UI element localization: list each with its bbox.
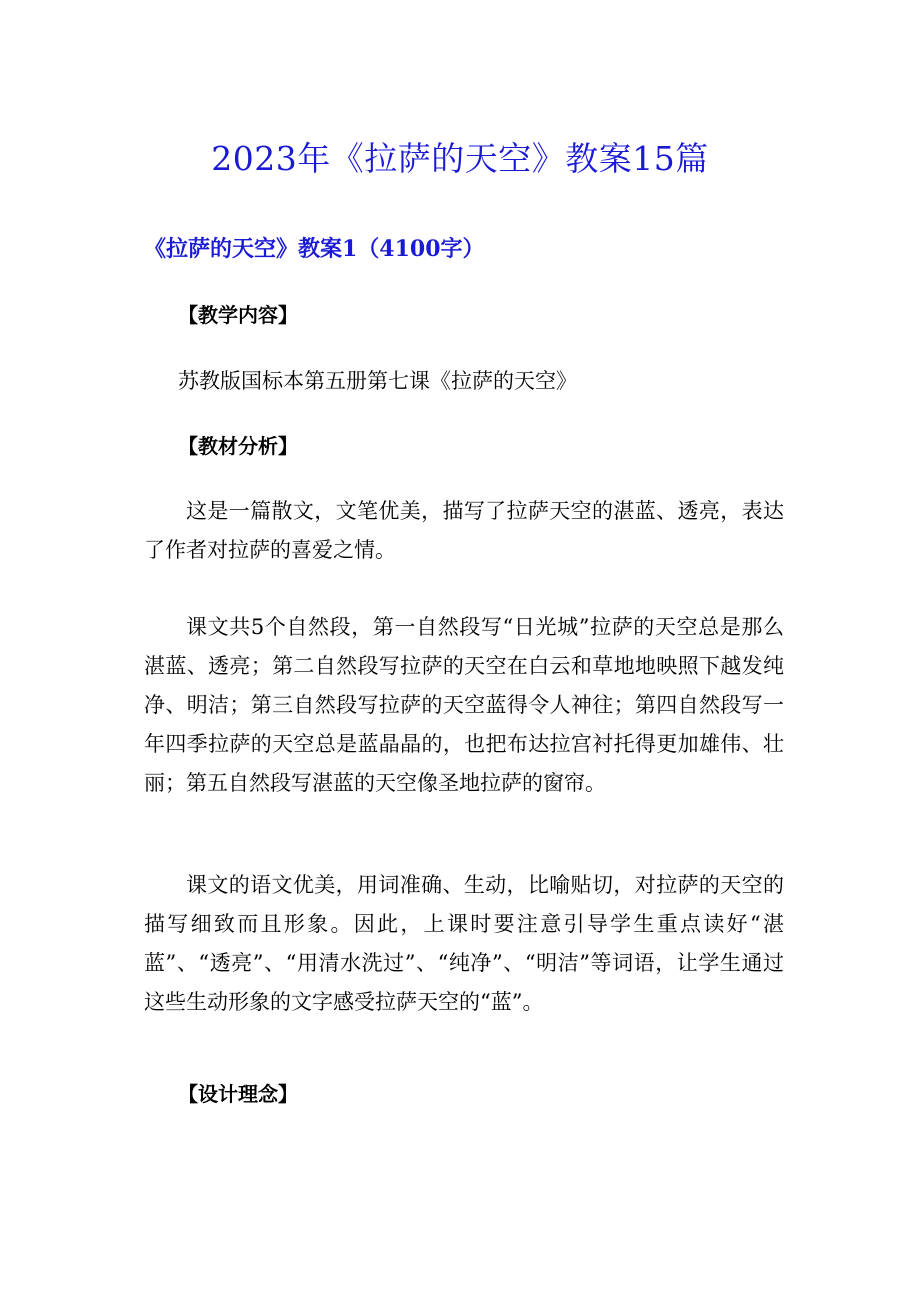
analysis-paragraph-1: 这是一篇散文，文笔优美，描写了拉萨天空的湛蓝、透亮，表达了作者对拉萨的喜爱之情。 [144, 499, 784, 562]
lesson-plan-subtitle: 《拉萨的天空》教案1（4100字） [144, 236, 485, 262]
document-title: 2023年《拉萨的天空》教案15篇 [211, 139, 709, 178]
analysis-paragraph-2: 课文共5个自然段，第一自然段写“日光城”拉萨的天空总是那么湛蓝、透亮；第二自然段写拉萨的天空在白云和草地地映照下越发纯净、明洁；第三自然段写拉萨的天空蓝得令人神往；第四自然段写一年四季拉萨的天空总是蓝晶晶的，也把布达拉宫衬托得更加雄伟、壮丽；第五自然段写湛蓝的天空像圣地拉萨的窗帘。 [144, 615, 784, 795]
teaching-content-text: 苏教版国标本第五册第七课《拉萨的天空》 [178, 369, 577, 393]
analysis-paragraph-3: 课文的语文优美，用词准确、生动，比喻贴切，对拉萨的天空的描写细致而且形象。因此，上课时要注意引导学生重点读好“湛蓝”、“透亮”、“用清水洗过”、“纯净”、“明洁”等词语，让学生通过这些生动形象的文字感受拉萨天空的“蓝”。 [144, 873, 784, 1014]
section-heading-design-concept: 【设计理念】 [178, 1082, 298, 1106]
section-heading-material-analysis: 【教材分析】 [178, 434, 298, 458]
section-heading-teaching-content: 【教学内容】 [178, 303, 298, 327]
